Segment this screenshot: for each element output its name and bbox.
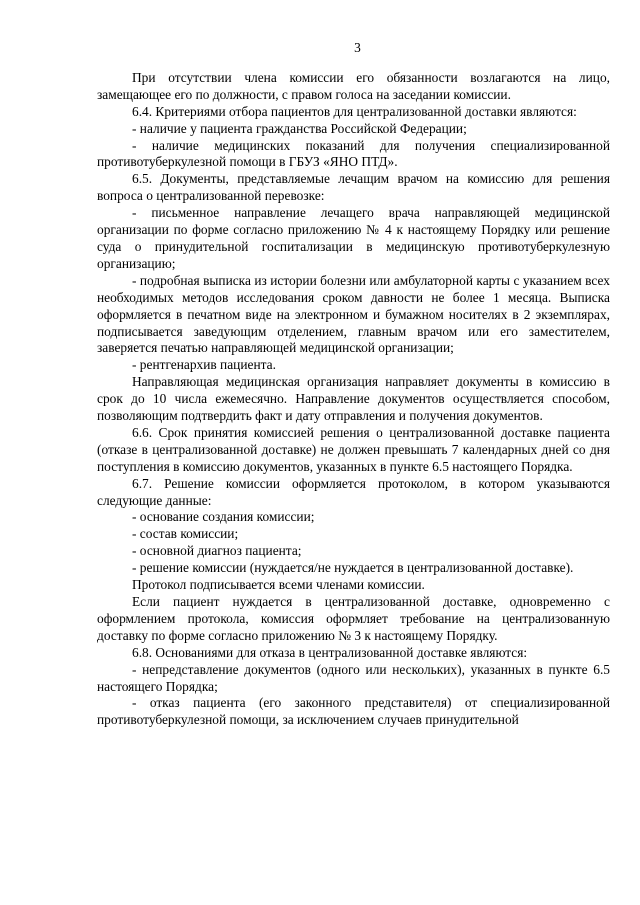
paragraph-patient-refusal: - отказ пациента (его законного представителя) от специализированной противотуберкулезной помощи, за исключением случаев принудительной <box>97 695 610 728</box>
paragraph-diagnosis: - основной диагноз пациента; <box>132 543 302 559</box>
paragraph-6-5-documents: 6.5. Документы, представляемые лечащим врачом на комиссию для решения вопроса о централизованной перевозке: <box>97 171 610 204</box>
paragraph-6-8-refusal-grounds: 6.8. Основаниями для отказа в централизованной доставке являются: <box>132 644 528 660</box>
paragraph-medical-indications: - наличие медицинских показаний для получения специализированной противотуберкулезной помощи в ГБУЗ «ЯНО ПТД». <box>97 137 610 170</box>
paragraph-citizenship: - наличие у пациента гражданства Российской Федерации; <box>132 120 467 136</box>
paragraph-written-referral: - письменное направление лечащего врача направляющей медицинской организации по форме согласно приложению № 4 к настоящему Порядку или решение суда о принудительной госпитализации в медицинскую противотуберкулезную организацию; <box>97 205 610 271</box>
document-page <box>97 40 610 729</box>
paragraph-detailed-extract: - подробная выписка из истории болезни или амбулаторной карты с указанием всех необходимых методов исследования сроком давности не более 1 месяца. Выписка оформляется в печатном виде на электронном и бумажном носителях в 2 экземплярах, подписывается заведующим отделением, главным врачом или его заместителем, заверяется печатью направляющей медицинской организации; <box>97 272 610 356</box>
paragraph-commission-decision: - решение комиссии (нуждается/не нуждается в централизованной доставке). <box>132 560 574 576</box>
paragraph-6-6-decision-term: 6.6. Срок принятия комиссией решения о централизованной доставке пациента (отказе в централизованной доставке) не должен превышать 7 календарных дней со дня поступления в комиссию документов, указанных в пункте 6.5 настоящего Порядка. <box>97 424 610 474</box>
paragraph-composition: - состав комиссии; <box>132 526 239 542</box>
paragraph-6-4-criteria: 6.4. Критериями отбора пациентов для централизованной доставки являются: <box>132 103 577 119</box>
paragraph-basis-of-commission: - основание создания комиссии; <box>132 509 315 525</box>
paragraph-documents-not-submitted: - непредставление документов (одного или нескольких), указанных в пункте 6.5 настоящего Порядка; <box>97 661 610 694</box>
paragraph-referring-organization: Направляющая медицинская организация направляет документы в комиссию в срок до 10 числа ежемесячно. Направление документов осуществляется способом, позволяющим подтвердить факт и дату отправления и получения документов. <box>97 374 610 424</box>
paragraph-6-7-protocol: 6.7. Решение комиссии оформляется протоколом, в котором указываются следующие данные: <box>97 475 610 508</box>
paragraph-protocol-signed: Протокол подписывается всеми членами комиссии. <box>132 577 425 593</box>
page-number: 3 <box>354 40 361 55</box>
paragraph-delivery-requirement: Если пациент нуждается в централизованной доставке, одновременно с оформлением протокола, комиссия оформляет требование на централизованную доставку по форме согласно приложению № 3 к настоящему Порядку. <box>97 594 610 643</box>
paragraph-x-ray-archive: - рентгенархив пациента. <box>132 357 276 373</box>
paragraph-absence-of-member: При отсутствии члена комиссии его обязанности возлагаются на лицо, замещающее его по должности, с правом голоса на заседании комиссии. <box>97 69 610 102</box>
document-body <box>97 70 610 729</box>
